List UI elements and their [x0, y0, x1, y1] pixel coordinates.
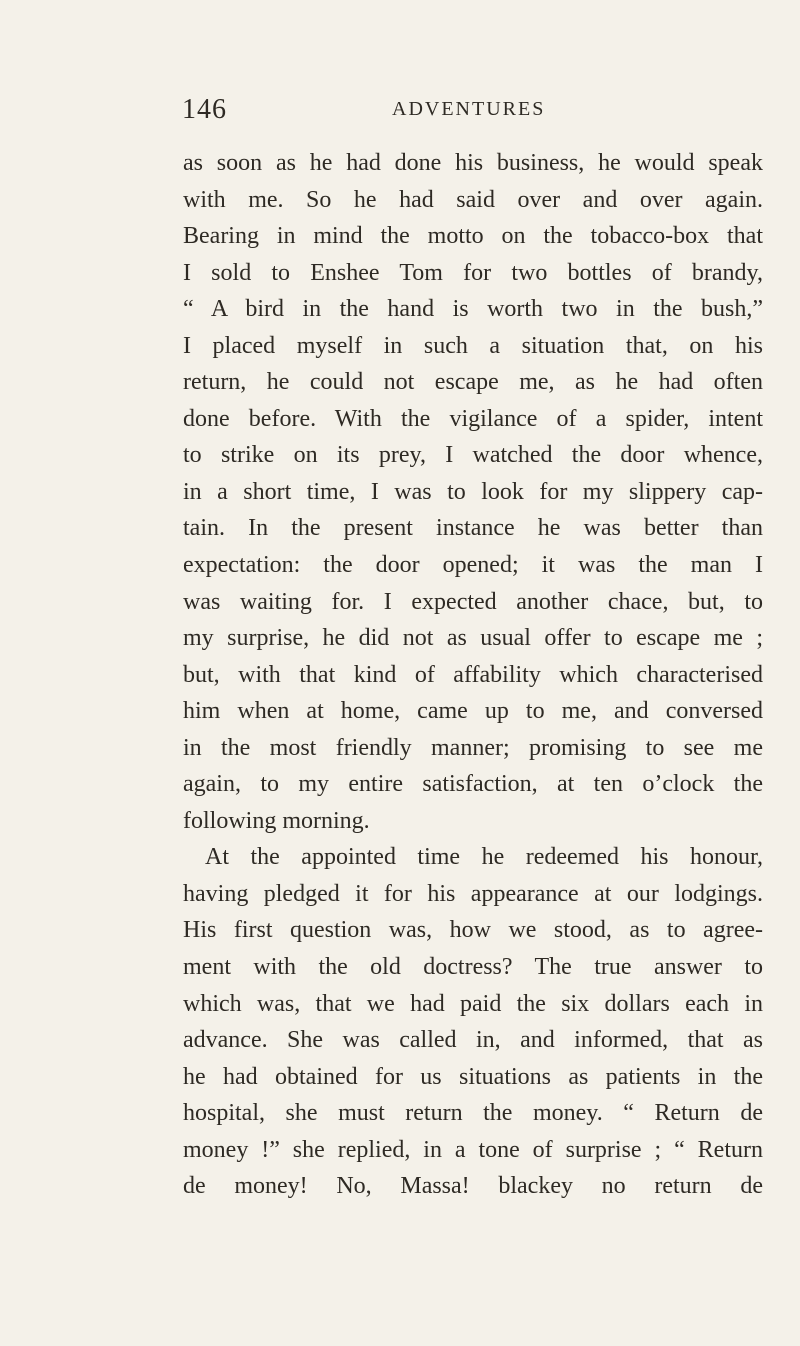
text-line: Bearing in mind the motto on the tobacco-box that — [183, 223, 763, 250]
page-number: 146 — [182, 94, 227, 125]
text-line: my surprise, he did not as usual offer to escape me ; — [183, 625, 763, 652]
text-line: ment with the old doctress? The true answer to — [183, 954, 763, 981]
running-head: ADVENTURES — [392, 98, 546, 120]
text-line: “ A bird in the hand is worth two in the bush,” — [183, 296, 763, 323]
text-line: de money! No, Massa! blackey no return de — [183, 1173, 763, 1200]
text-line: which was, that we had paid the six dollars each in — [183, 990, 763, 1017]
text-line: having pledged it for his appearance at our lodgings. — [183, 880, 763, 907]
text-line: return, he could not escape me, as he had often — [183, 369, 763, 396]
body-text — [183, 145, 763, 1205]
text-line: as soon as he had done his business, he would speak — [183, 150, 763, 176]
text-line: advance. She was called in, and informed, that as — [183, 1027, 763, 1054]
text-line: him when at home, came up to me, and conversed — [183, 698, 763, 725]
page-header — [182, 94, 762, 134]
text-line: done before. With the vigilance of a spider, intent — [183, 405, 763, 432]
text-line: in a short time, I was to look for my slippery cap- — [183, 478, 763, 505]
text-line-paragraph-start: At the appointed time he redeemed his honour, — [205, 844, 763, 871]
text-line: he had obtained for us situations as patients in the — [183, 1063, 763, 1090]
text-line: money !” she replied, in a tone of surprise ; “ Return — [183, 1136, 763, 1163]
text-line: His first question was, how we stood, as to agree- — [183, 917, 763, 944]
text-line: tain. In the present instance he was better than — [183, 515, 763, 542]
text-line: hospital, she must return the money. “ Return de — [183, 1100, 763, 1127]
text-line: with me. So he had said over and over again. — [183, 186, 763, 213]
text-line: I placed myself in such a situation that, on his — [183, 332, 763, 359]
text-line: I sold to Enshee Tom for two bottles of brandy, — [183, 259, 763, 286]
text-line: to strike on its prey, I watched the door whence, — [183, 442, 763, 469]
text-line: but, with that kind of affability which characterised — [183, 661, 763, 688]
text-line: expectation: the door opened; it was the man I — [183, 552, 763, 579]
text-line-paragraph-end: following morning. — [183, 807, 370, 834]
text-line: was waiting for. I expected another chace, but, to — [183, 588, 763, 615]
text-line: in the most friendly manner; promising to see me — [183, 734, 763, 761]
text-line: again, to my entire satisfaction, at ten o’clock the — [183, 771, 763, 798]
